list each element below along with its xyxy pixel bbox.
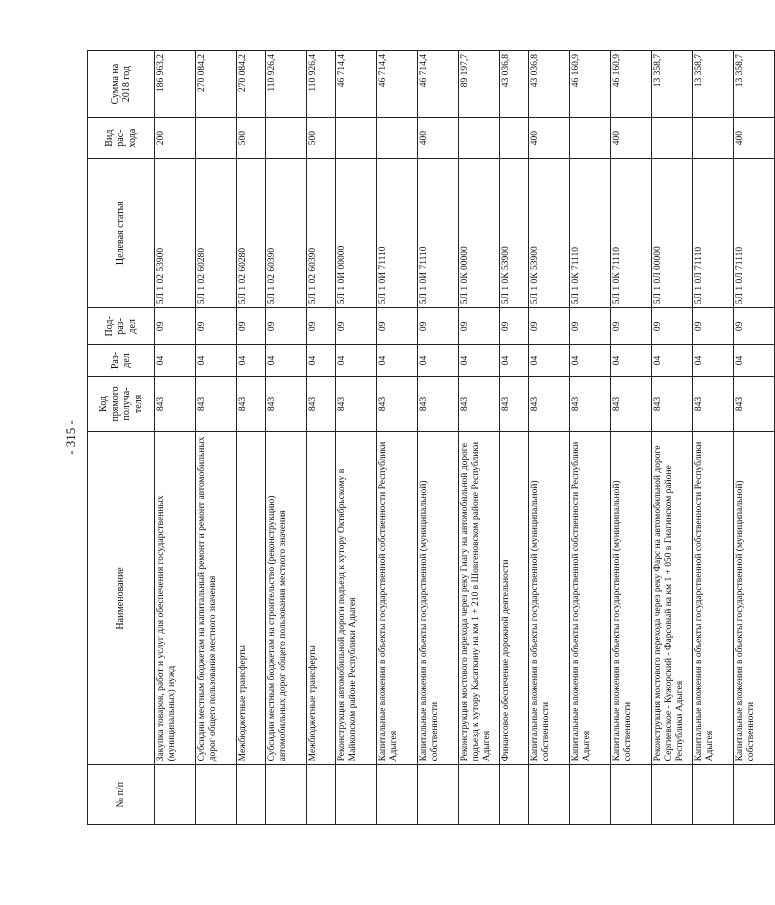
cell-expense-type: 500 bbox=[237, 118, 266, 159]
table-row bbox=[652, 51, 693, 825]
cell-recipient: 843 bbox=[155, 376, 196, 432]
cell-amount: 46 714,4 bbox=[336, 51, 377, 118]
table-row bbox=[336, 51, 377, 825]
table-row bbox=[418, 51, 459, 825]
cell-recipient: 843 bbox=[307, 376, 336, 432]
cell-target: 5Л 1 0К 71110 bbox=[611, 159, 652, 308]
cell-target: 5Л 1 0К 71110 bbox=[570, 159, 611, 308]
cell-target: 5Л 1 0И 00000 bbox=[336, 159, 377, 308]
cell-name: Реконструкция мостового перехода через реку Гиагу на автомобильной дороге подъезд к хутору Касаткину на км 1 + 210 в Шовгеновском районе Республики Адыгея bbox=[459, 432, 500, 765]
cell-recipient: 843 bbox=[652, 376, 693, 432]
cell-section: 04 bbox=[266, 345, 307, 376]
table-row bbox=[570, 51, 611, 825]
table-row bbox=[611, 51, 652, 825]
cell-num bbox=[336, 765, 377, 825]
cell-num bbox=[500, 765, 529, 825]
cell-num bbox=[570, 765, 611, 825]
cell-amount: 43 036,8 bbox=[529, 51, 570, 118]
cell-num bbox=[529, 765, 570, 825]
cell-section: 04 bbox=[611, 345, 652, 376]
cell-name: Капитальные вложения в объекты государственной (муниципальной) собственности bbox=[418, 432, 459, 765]
cell-recipient: 843 bbox=[693, 376, 734, 432]
cell-num bbox=[418, 765, 459, 825]
cell-name: Финансовое обеспечение дорожной деятельности bbox=[500, 432, 529, 765]
table-row bbox=[196, 51, 237, 825]
budget-table bbox=[87, 50, 775, 825]
cell-target: 5Л 1 0Л 71110 bbox=[734, 159, 775, 308]
cell-name: Капитальные вложения в объекты государственной собственности Республики Адыгея bbox=[570, 432, 611, 765]
cell-expense-type bbox=[459, 118, 500, 159]
col-target-header: Целевая статья bbox=[88, 159, 155, 308]
cell-target: 5Л 1 0К 53900 bbox=[529, 159, 570, 308]
cell-subsection: 09 bbox=[155, 308, 196, 345]
table-row bbox=[459, 51, 500, 825]
cell-name: Капитальные вложения в объекты государственной (муниципальной) собственности bbox=[611, 432, 652, 765]
cell-expense-type bbox=[266, 118, 307, 159]
cell-amount: 43 036,8 bbox=[500, 51, 529, 118]
table-row bbox=[307, 51, 336, 825]
cell-amount: 46 714,4 bbox=[418, 51, 459, 118]
cell-num bbox=[266, 765, 307, 825]
cell-name: Капитальные вложения в объекты государственной (муниципальной) собственности bbox=[529, 432, 570, 765]
cell-num bbox=[652, 765, 693, 825]
cell-recipient: 843 bbox=[377, 376, 418, 432]
cell-name: Реконструкция автомобильной дороги подъезд к хутору Октябрьскому в Майкопском районе Республики Адыгея bbox=[336, 432, 377, 765]
cell-amount: 13 358,7 bbox=[693, 51, 734, 118]
cell-recipient: 843 bbox=[570, 376, 611, 432]
cell-subsection: 09 bbox=[529, 308, 570, 345]
table-row bbox=[500, 51, 529, 825]
table-row bbox=[155, 51, 196, 825]
cell-name: Субсидии местным бюджетам на строительство (реконструкцию) автомобильных дорог общего пользования местного значения bbox=[266, 432, 307, 765]
cell-target: 5Л 1 0И 71110 bbox=[377, 159, 418, 308]
page-number: - 315 - bbox=[63, 420, 78, 455]
cell-expense-type bbox=[500, 118, 529, 159]
cell-section: 04 bbox=[693, 345, 734, 376]
cell-amount: 186 963,2 bbox=[155, 51, 196, 118]
cell-num bbox=[196, 765, 237, 825]
cell-subsection: 09 bbox=[196, 308, 237, 345]
cell-subsection: 09 bbox=[307, 308, 336, 345]
header-row bbox=[88, 51, 155, 825]
cell-target: 5Л 1 0К 53900 bbox=[500, 159, 529, 308]
cell-subsection: 09 bbox=[693, 308, 734, 345]
table-row bbox=[693, 51, 734, 825]
cell-section: 04 bbox=[734, 345, 775, 376]
cell-amount: 270 084,2 bbox=[196, 51, 237, 118]
cell-name: Межбюджетные трансферты bbox=[307, 432, 336, 765]
cell-recipient: 843 bbox=[734, 376, 775, 432]
cell-amount: 13 358,7 bbox=[652, 51, 693, 118]
cell-expense-type: 400 bbox=[529, 118, 570, 159]
table-row bbox=[266, 51, 307, 825]
cell-name: Капитальные вложения в объекты государственной собственности Республики Адыгея bbox=[377, 432, 418, 765]
col-subsection-header: Под-раз-дел bbox=[88, 308, 155, 345]
cell-section: 04 bbox=[500, 345, 529, 376]
cell-name: Закупка товаров, работ и услуг для обеспечения государственных (муниципальных) нужд bbox=[155, 432, 196, 765]
cell-section: 04 bbox=[196, 345, 237, 376]
rotated-page bbox=[63, 50, 756, 825]
cell-recipient: 843 bbox=[336, 376, 377, 432]
cell-section: 04 bbox=[377, 345, 418, 376]
cell-recipient: 843 bbox=[459, 376, 500, 432]
cell-amount: 46 714,4 bbox=[377, 51, 418, 118]
cell-recipient: 843 bbox=[500, 376, 529, 432]
cell-subsection: 09 bbox=[611, 308, 652, 345]
cell-amount: 110 926,4 bbox=[307, 51, 336, 118]
cell-name: Субсидии местным бюджетам на капитальный ремонт и ремонт автомобильных дорог общего пользования местного значения bbox=[196, 432, 237, 765]
cell-expense-type: 400 bbox=[734, 118, 775, 159]
table-row bbox=[377, 51, 418, 825]
cell-recipient: 843 bbox=[529, 376, 570, 432]
cell-section: 04 bbox=[652, 345, 693, 376]
cell-section: 04 bbox=[529, 345, 570, 376]
cell-subsection: 09 bbox=[237, 308, 266, 345]
cell-expense-type bbox=[377, 118, 418, 159]
cell-section: 04 bbox=[237, 345, 266, 376]
cell-name: Межбюджетные трансферты bbox=[237, 432, 266, 765]
col-recipient-header: Код прямого получа-теля bbox=[88, 376, 155, 432]
cell-num bbox=[459, 765, 500, 825]
cell-expense-type: 200 bbox=[155, 118, 196, 159]
cell-section: 04 bbox=[459, 345, 500, 376]
cell-target: 5Л 1 0Л 00000 bbox=[652, 159, 693, 308]
cell-subsection: 09 bbox=[459, 308, 500, 345]
cell-expense-type: 500 bbox=[307, 118, 336, 159]
cell-subsection: 09 bbox=[377, 308, 418, 345]
col-section-header: Раз-дел bbox=[88, 345, 155, 376]
cell-subsection: 09 bbox=[734, 308, 775, 345]
cell-recipient: 843 bbox=[196, 376, 237, 432]
table-row bbox=[529, 51, 570, 825]
cell-expense-type: 400 bbox=[418, 118, 459, 159]
cell-num bbox=[237, 765, 266, 825]
cell-section: 04 bbox=[570, 345, 611, 376]
cell-num bbox=[693, 765, 734, 825]
col-amount-header: Сумма на 2018 год bbox=[88, 51, 155, 118]
col-expense-type-header: Вид рас-хода bbox=[88, 118, 155, 159]
cell-recipient: 843 bbox=[418, 376, 459, 432]
cell-num bbox=[734, 765, 775, 825]
cell-target: 5Л 1 0К 00000 bbox=[459, 159, 500, 308]
cell-recipient: 843 bbox=[266, 376, 307, 432]
cell-recipient: 843 bbox=[237, 376, 266, 432]
cell-num bbox=[377, 765, 418, 825]
table-row bbox=[734, 51, 775, 825]
col-num-header: № п/п bbox=[88, 765, 155, 825]
cell-target: 5Л 1 02 60390 bbox=[266, 159, 307, 308]
table-row bbox=[237, 51, 266, 825]
cell-expense-type bbox=[693, 118, 734, 159]
cell-name: Капитальные вложения в объекты государственной собственности Республики Адыгея bbox=[693, 432, 734, 765]
cell-section: 04 bbox=[155, 345, 196, 376]
cell-target: 5Л 1 0Л 71110 bbox=[693, 159, 734, 308]
cell-num bbox=[611, 765, 652, 825]
cell-subsection: 09 bbox=[336, 308, 377, 345]
cell-section: 04 bbox=[336, 345, 377, 376]
cell-amount: 270 084,2 bbox=[237, 51, 266, 118]
cell-num bbox=[155, 765, 196, 825]
cell-name: Капитальные вложения в объекты государственной (муниципальной) собственности bbox=[734, 432, 775, 765]
cell-section: 04 bbox=[307, 345, 336, 376]
cell-section: 04 bbox=[418, 345, 459, 376]
cell-recipient: 843 bbox=[611, 376, 652, 432]
cell-target: 5Л 1 02 60390 bbox=[307, 159, 336, 308]
cell-amount: 13 358,7 bbox=[734, 51, 775, 118]
cell-expense-type bbox=[570, 118, 611, 159]
col-name-header: Наименование bbox=[88, 432, 155, 765]
cell-expense-type bbox=[196, 118, 237, 159]
cell-subsection: 09 bbox=[266, 308, 307, 345]
cell-subsection: 09 bbox=[570, 308, 611, 345]
cell-num bbox=[307, 765, 336, 825]
cell-name: Реконструкция мостового перехода через реку Фарс на автомобильной дороге Сергиевское - Кужорский - Фарсовый на км 1 + 050 в Гиагинском районе Республики Адыгея bbox=[652, 432, 693, 765]
cell-target: 5Л 1 0И 71110 bbox=[418, 159, 459, 308]
cell-target: 5Л 1 02 60280 bbox=[196, 159, 237, 308]
cell-amount: 110 926,4 bbox=[266, 51, 307, 118]
cell-subsection: 09 bbox=[418, 308, 459, 345]
cell-target: 5Л 1 02 53900 bbox=[155, 159, 196, 308]
cell-subsection: 09 bbox=[500, 308, 529, 345]
cell-amount: 89 197,7 bbox=[459, 51, 500, 118]
cell-amount: 46 160,9 bbox=[611, 51, 652, 118]
cell-subsection: 09 bbox=[652, 308, 693, 345]
cell-amount: 46 160,9 bbox=[570, 51, 611, 118]
cell-expense-type bbox=[336, 118, 377, 159]
cell-target: 5Л 1 02 60280 bbox=[237, 159, 266, 308]
cell-expense-type: 400 bbox=[611, 118, 652, 159]
cell-expense-type bbox=[652, 118, 693, 159]
